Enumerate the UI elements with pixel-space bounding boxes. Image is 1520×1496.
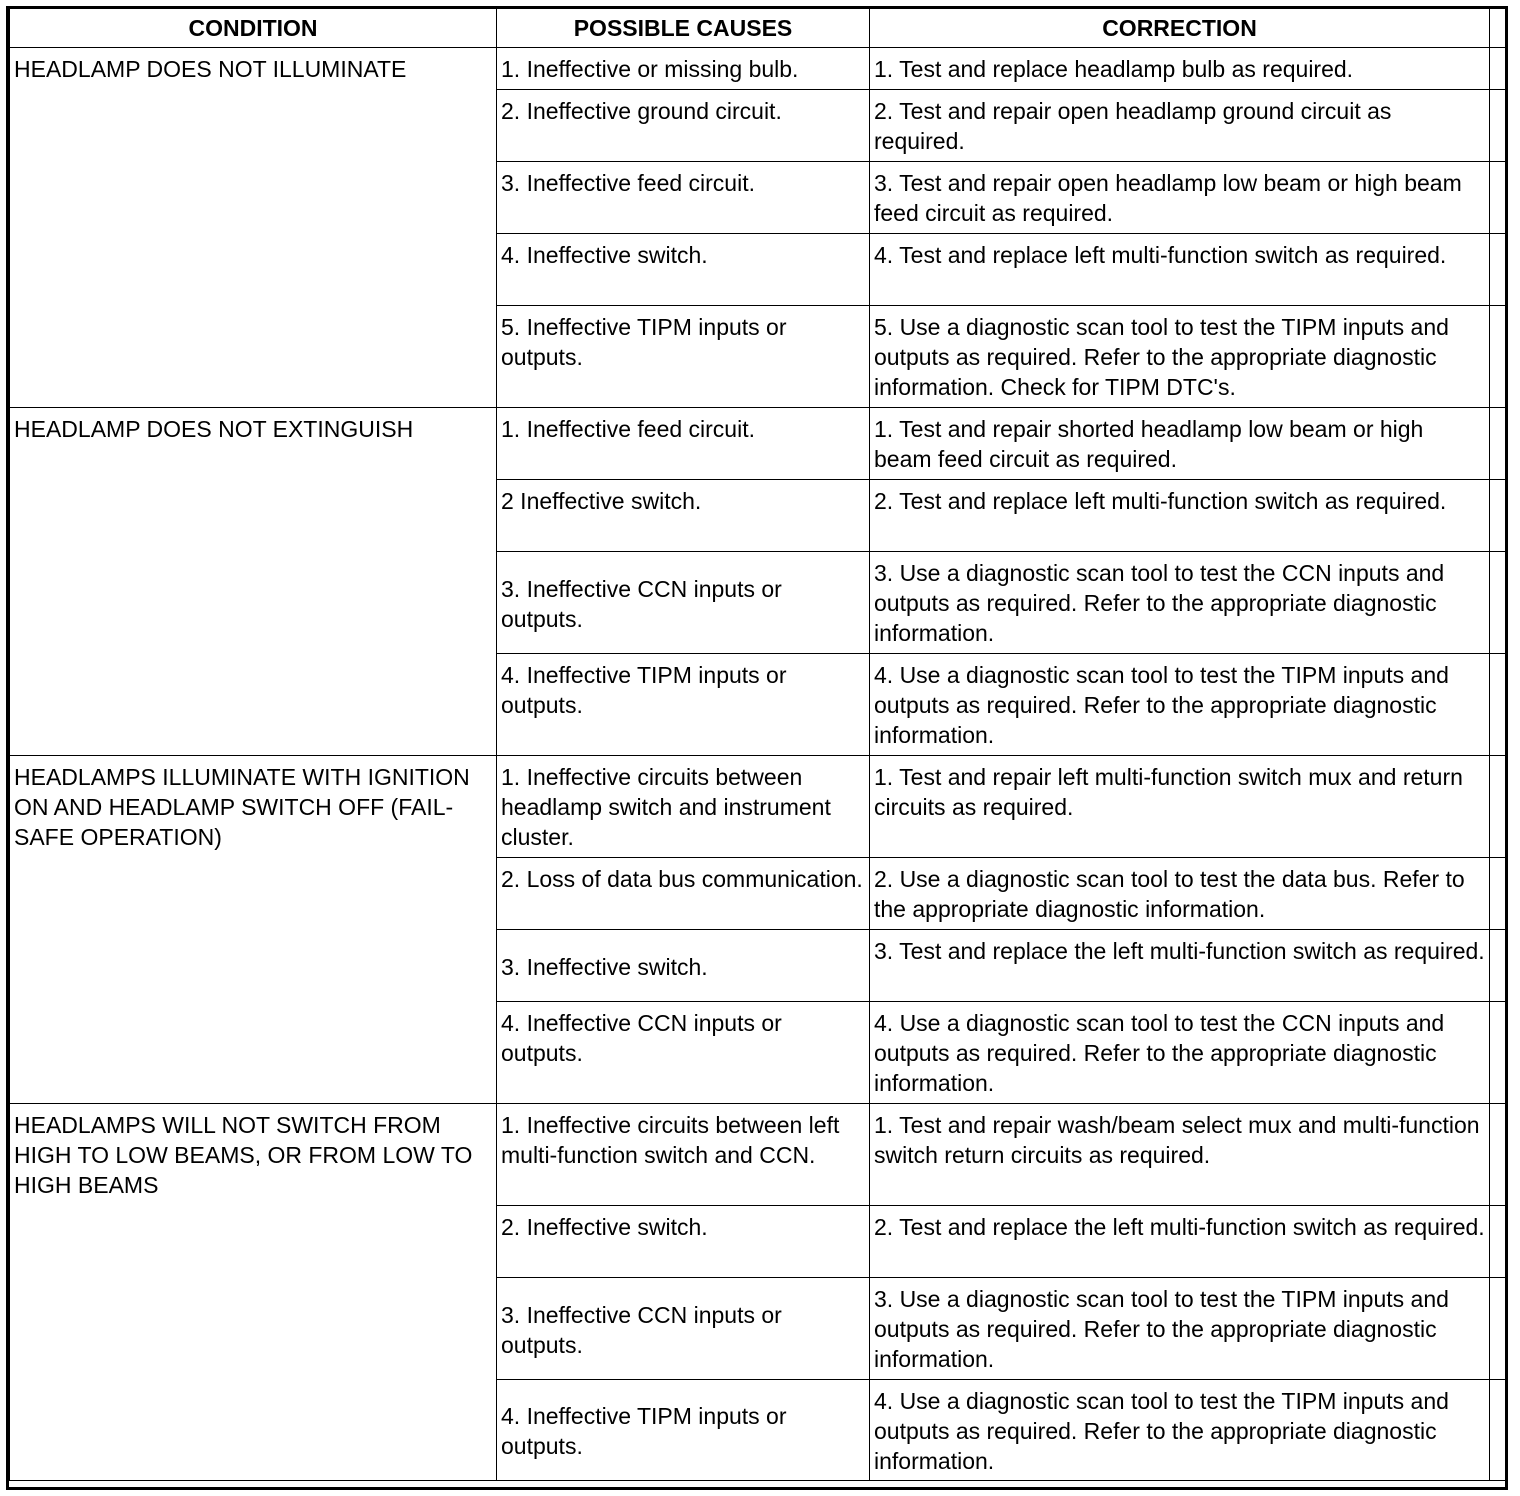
cause-cell: 2. Ineffective ground circuit. xyxy=(497,90,870,162)
correction-cell: 4. Test and replace left multi-function switch as required. xyxy=(870,234,1490,306)
condition-cell: HEADLAMPS WILL NOT SWITCH FROM HIGH TO LOW BEAMS, OR FROM LOW TO HIGH BEAMS xyxy=(10,1104,497,1481)
cause-cell: 2. Loss of data bus communication. xyxy=(497,858,870,930)
edge-cell xyxy=(1490,90,1506,162)
header-correction: CORRECTION xyxy=(870,9,1490,48)
edge-cell xyxy=(1490,48,1506,90)
edge-cell xyxy=(1490,1380,1506,1481)
header-condition: CONDITION xyxy=(10,9,497,48)
condition-cell: HEADLAMP DOES NOT EXTINGUISH xyxy=(10,408,497,756)
header-row xyxy=(10,9,1506,48)
correction-cell: 1. Test and repair shorted headlamp low beam or high beam feed circuit as required. xyxy=(870,408,1490,480)
cause-cell: 4. Ineffective CCN inputs or outputs. xyxy=(497,1002,870,1104)
correction-cell: 5. Use a diagnostic scan tool to test the TIPM inputs and outputs as required. Refer to the appropriate diagnostic information. Check for TIPM DTC's. xyxy=(870,306,1490,408)
edge-cell xyxy=(1490,1206,1506,1278)
cause-cell: 3. Ineffective CCN inputs or outputs. xyxy=(497,1278,870,1380)
correction-cell: 4. Use a diagnostic scan tool to test the CCN inputs and outputs as required. Refer to the appropriate diagnostic information. xyxy=(870,1002,1490,1104)
edge-cell xyxy=(1490,1002,1506,1104)
edge-column xyxy=(1490,9,1506,48)
cause-cell: 2. Ineffective switch. xyxy=(497,1206,870,1278)
cause-cell: 3. Ineffective feed circuit. xyxy=(497,162,870,234)
correction-cell: 2. Test and replace the left multi-function switch as required. xyxy=(870,1206,1490,1278)
edge-cell xyxy=(1490,408,1506,480)
edge-cell xyxy=(1490,756,1506,858)
correction-cell: 4. Use a diagnostic scan tool to test the TIPM inputs and outputs as required. Refer to the appropriate diagnostic information. xyxy=(870,1380,1490,1481)
cause-cell: 1. Ineffective or missing bulb. xyxy=(497,48,870,90)
diagnosis-table xyxy=(9,9,1506,1481)
correction-cell: 1. Test and repair wash/beam select mux and multi-function switch return circuits as required. xyxy=(870,1104,1490,1206)
correction-cell: 2. Test and repair open headlamp ground circuit as required. xyxy=(870,90,1490,162)
diagnosis-table-frame xyxy=(6,6,1508,1490)
table-row xyxy=(10,1104,1506,1206)
correction-cell: 1. Test and replace headlamp bulb as required. xyxy=(870,48,1490,90)
correction-cell: 3. Use a diagnostic scan tool to test the CCN inputs and outputs as required. Refer to the appropriate diagnostic information. xyxy=(870,552,1490,654)
correction-cell: 1. Test and repair left multi-function switch mux and return circuits as required. xyxy=(870,756,1490,858)
cause-cell: 4. Ineffective switch. xyxy=(497,234,870,306)
edge-cell xyxy=(1490,1104,1506,1206)
correction-cell: 2. Test and replace left multi-function switch as required. xyxy=(870,480,1490,552)
condition-cell: HEADLAMP DOES NOT ILLUMINATE xyxy=(10,48,497,408)
edge-cell xyxy=(1490,162,1506,234)
correction-cell: 3. Use a diagnostic scan tool to test the TIPM inputs and outputs as required. Refer to the appropriate diagnostic information. xyxy=(870,1278,1490,1380)
cause-cell: 4. Ineffective TIPM inputs or outputs. xyxy=(497,654,870,756)
edge-cell xyxy=(1490,858,1506,930)
cause-cell: 1. Ineffective circuits between left multi-function switch and CCN. xyxy=(497,1104,870,1206)
condition-cell: HEADLAMPS ILLUMINATE WITH IGNITION ON AND HEADLAMP SWITCH OFF (FAIL-SAFE OPERATION) xyxy=(10,756,497,1104)
edge-cell xyxy=(1490,234,1506,306)
header-possible-causes: POSSIBLE CAUSES xyxy=(497,9,870,48)
edge-cell xyxy=(1490,480,1506,552)
table-row xyxy=(10,408,1506,480)
edge-cell xyxy=(1490,306,1506,408)
table-row xyxy=(10,48,1506,90)
cause-cell: 1. Ineffective feed circuit. xyxy=(497,408,870,480)
cause-cell: 3. Ineffective switch. xyxy=(497,930,870,1002)
cause-cell: 2 Ineffective switch. xyxy=(497,480,870,552)
cause-cell: 5. Ineffective TIPM inputs or outputs. xyxy=(497,306,870,408)
edge-cell xyxy=(1490,654,1506,756)
correction-cell: 4. Use a diagnostic scan tool to test the TIPM inputs and outputs as required. Refer to the appropriate diagnostic information. xyxy=(870,654,1490,756)
correction-cell: 3. Test and repair open headlamp low beam or high beam feed circuit as required. xyxy=(870,162,1490,234)
cause-cell: 3. Ineffective CCN inputs or outputs. xyxy=(497,552,870,654)
edge-cell xyxy=(1490,1278,1506,1380)
edge-cell xyxy=(1490,930,1506,1002)
correction-cell: 2. Use a diagnostic scan tool to test the data bus. Refer to the appropriate diagnostic information. xyxy=(870,858,1490,930)
cause-cell: 1. Ineffective circuits between headlamp switch and instrument cluster. xyxy=(497,756,870,858)
correction-cell: 3. Test and replace the left multi-function switch as required. xyxy=(870,930,1490,1002)
edge-cell xyxy=(1490,552,1506,654)
table-row xyxy=(10,756,1506,858)
cause-cell: 4. Ineffective TIPM inputs or outputs. xyxy=(497,1380,870,1481)
